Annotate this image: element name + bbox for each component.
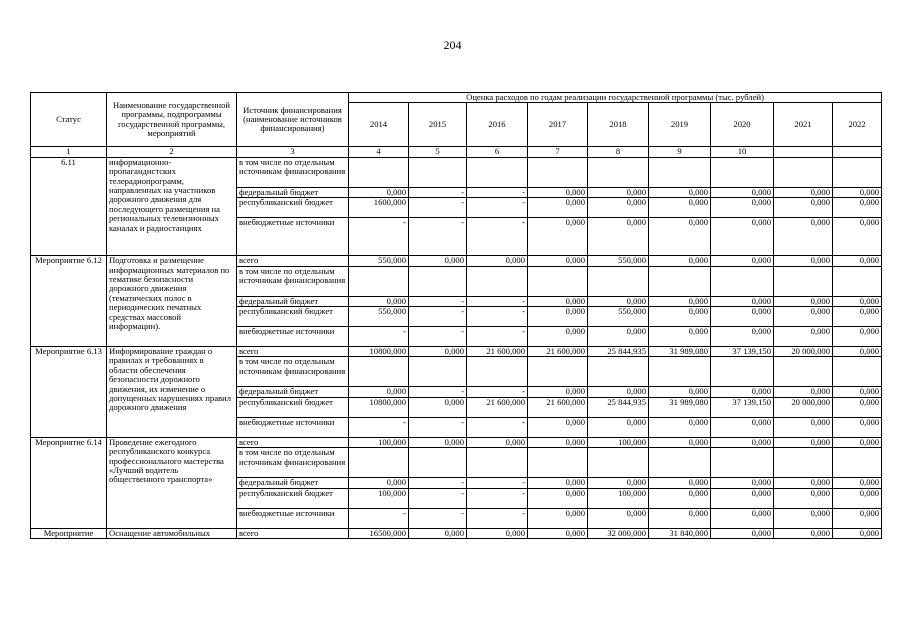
- value-cell: 0,000: [528, 307, 588, 327]
- status-cell: Мероприятие 6.14: [31, 437, 107, 528]
- value-cell: 0,000: [528, 437, 588, 447]
- value-cell: 21 600,000: [467, 397, 528, 417]
- column-number: 6: [467, 147, 528, 157]
- source-cell: в том числе по отдельным источникам финансирования: [237, 357, 349, 387]
- value-cell: 100,000: [349, 488, 409, 508]
- value-cell: 0,000: [467, 528, 528, 538]
- value-cell: 550,000: [349, 256, 409, 266]
- header-year: 2019: [649, 103, 711, 147]
- header-year: 2014: [349, 103, 409, 147]
- value-cell: 16500,000: [349, 528, 409, 538]
- value-cell: 0,000: [528, 508, 588, 528]
- value-cell: 0,000: [528, 187, 588, 197]
- value-cell: 0,000: [588, 508, 649, 528]
- value-cell: 0,000: [774, 296, 833, 306]
- header-year: 2022: [833, 103, 882, 147]
- value-cell: 0,000: [774, 198, 833, 218]
- value-cell: 0,000: [833, 256, 882, 266]
- value-cell: 550,000: [588, 307, 649, 327]
- value-cell: -: [467, 488, 528, 508]
- activity-name-cell: Информирование граждан о правилах и требованиях в области обеспечения безопасности дорожного движения, их изменение о допущенных нарушениях правил дорожного движения: [107, 347, 237, 438]
- value-cell: [588, 448, 649, 478]
- value-cell: [711, 448, 774, 478]
- value-cell: 0,000: [711, 508, 774, 528]
- value-cell: 0,000: [833, 187, 882, 197]
- value-cell: 0,000: [649, 296, 711, 306]
- value-cell: -: [409, 417, 467, 437]
- value-cell: [409, 448, 467, 478]
- value-cell: -: [467, 218, 528, 256]
- value-cell: [528, 157, 588, 187]
- value-cell: -: [467, 387, 528, 397]
- value-cell: 0,000: [833, 387, 882, 397]
- value-cell: 0,000: [528, 488, 588, 508]
- value-cell: 31 989,080: [649, 397, 711, 417]
- value-cell: [649, 157, 711, 187]
- value-cell: 0,000: [649, 478, 711, 488]
- status-cell: Мероприятие 6.13: [31, 347, 107, 438]
- value-cell: 0,000: [467, 256, 528, 266]
- header-name: Наименование государственной программы, подпрограммы государственной программы, мероприятий: [107, 93, 237, 147]
- source-cell: республиканский бюджет: [237, 488, 349, 508]
- value-cell: 0,000: [833, 488, 882, 508]
- source-cell: в том числе по отдельным источникам финансирования: [237, 448, 349, 478]
- value-cell: 0,000: [349, 296, 409, 306]
- value-cell: -: [467, 307, 528, 327]
- source-cell: республиканский бюджет: [237, 198, 349, 218]
- value-cell: 0,000: [588, 218, 649, 256]
- value-cell: -: [467, 327, 528, 347]
- value-cell: 0,000: [774, 218, 833, 256]
- value-cell: 0,000: [774, 307, 833, 327]
- value-cell: 0,000: [833, 307, 882, 327]
- column-number: 7: [528, 147, 588, 157]
- source-cell: федеральный бюджет: [237, 187, 349, 197]
- value-cell: 0,000: [711, 198, 774, 218]
- value-cell: 0,000: [588, 478, 649, 488]
- value-cell: 0,000: [833, 327, 882, 347]
- value-cell: 31 989,080: [649, 347, 711, 357]
- value-cell: -: [349, 417, 409, 437]
- value-cell: 0,000: [774, 437, 833, 447]
- value-cell: 550,000: [349, 307, 409, 327]
- value-cell: 0,000: [774, 508, 833, 528]
- value-cell: -: [467, 478, 528, 488]
- value-cell: [588, 357, 649, 387]
- value-cell: 0,000: [649, 437, 711, 447]
- value-cell: -: [409, 478, 467, 488]
- column-number: 4: [349, 147, 409, 157]
- value-cell: 0,000: [649, 198, 711, 218]
- source-cell: внебюджетные источники: [237, 327, 349, 347]
- value-cell: 0,000: [588, 327, 649, 347]
- value-cell: 0,000: [833, 417, 882, 437]
- value-cell: 0,000: [774, 327, 833, 347]
- value-cell: [467, 357, 528, 387]
- value-cell: 0,000: [711, 307, 774, 327]
- value-cell: 0,000: [711, 218, 774, 256]
- value-cell: 0,000: [649, 187, 711, 197]
- value-cell: -: [467, 296, 528, 306]
- value-cell: [528, 448, 588, 478]
- value-cell: 0,000: [409, 397, 467, 417]
- value-cell: [649, 448, 711, 478]
- budget-table: [30, 92, 882, 539]
- value-cell: 100,000: [588, 488, 649, 508]
- value-cell: 32 000,000: [588, 528, 649, 538]
- value-cell: 21 600,000: [467, 347, 528, 357]
- value-cell: [409, 357, 467, 387]
- value-cell: 0,000: [711, 256, 774, 266]
- value-cell: 25 844,935: [588, 397, 649, 417]
- value-cell: [528, 357, 588, 387]
- value-cell: -: [409, 307, 467, 327]
- value-cell: 0,000: [649, 307, 711, 327]
- value-cell: [649, 357, 711, 387]
- source-cell: внебюджетные источники: [237, 508, 349, 528]
- value-cell: [711, 266, 774, 296]
- value-cell: 0,000: [711, 478, 774, 488]
- activity-name-cell: Подготовка и размещение информационных материалов по тематике безопасности дорожного движения (тематических полос в периодических печатных средствах массовой информации).: [107, 256, 237, 347]
- source-cell: всего: [237, 528, 349, 538]
- value-cell: 550,000: [588, 256, 649, 266]
- value-cell: -: [349, 508, 409, 528]
- value-cell: [467, 266, 528, 296]
- value-cell: 0,000: [833, 528, 882, 538]
- source-cell: всего: [237, 347, 349, 357]
- value-cell: 10800,000: [349, 347, 409, 357]
- value-cell: 0,000: [774, 488, 833, 508]
- value-cell: 0,000: [711, 296, 774, 306]
- table-row: [31, 528, 882, 538]
- column-number: [774, 147, 833, 157]
- table-row: [31, 256, 882, 266]
- value-cell: 0,000: [528, 198, 588, 218]
- header-source: Источник финансирования (наименование источников финансирования): [237, 93, 349, 147]
- source-cell: внебюджетные источники: [237, 417, 349, 437]
- value-cell: 0,000: [711, 437, 774, 447]
- value-cell: 1600,000: [349, 198, 409, 218]
- value-cell: 0,000: [833, 478, 882, 488]
- value-cell: -: [467, 198, 528, 218]
- value-cell: [349, 357, 409, 387]
- header-year: 2016: [467, 103, 528, 147]
- column-number: 9: [649, 147, 711, 157]
- value-cell: -: [409, 508, 467, 528]
- value-cell: 37 139,150: [711, 397, 774, 417]
- value-cell: 0,000: [349, 478, 409, 488]
- value-cell: -: [467, 417, 528, 437]
- value-cell: 0,000: [528, 528, 588, 538]
- activity-name-cell: Оснащение автомобильных: [107, 528, 237, 538]
- value-cell: 0,000: [833, 198, 882, 218]
- value-cell: -: [349, 218, 409, 256]
- source-cell: всего: [237, 437, 349, 447]
- table-row: [31, 437, 882, 447]
- header-estimate: Оценка расходов по годам реализации государственной программы (тыс. рублей): [349, 93, 882, 103]
- value-cell: 0,000: [649, 218, 711, 256]
- value-cell: [649, 266, 711, 296]
- value-cell: 0,000: [588, 187, 649, 197]
- value-cell: [528, 266, 588, 296]
- status-cell: Мероприятие 6.12: [31, 256, 107, 347]
- page-number: 204: [443, 38, 462, 52]
- value-cell: 0,000: [774, 256, 833, 266]
- source-cell: республиканский бюджет: [237, 397, 349, 417]
- source-cell: всего: [237, 256, 349, 266]
- value-cell: 0,000: [349, 187, 409, 197]
- value-cell: 0,000: [774, 528, 833, 538]
- value-cell: 0,000: [528, 296, 588, 306]
- value-cell: 0,000: [833, 218, 882, 256]
- value-cell: -: [409, 387, 467, 397]
- table-row: [31, 347, 882, 357]
- value-cell: -: [409, 187, 467, 197]
- header-year: 2018: [588, 103, 649, 147]
- value-cell: 10800,000: [349, 397, 409, 417]
- value-cell: 0,000: [467, 437, 528, 447]
- status-cell: 6.11: [31, 157, 107, 255]
- value-cell: [588, 157, 649, 187]
- value-cell: 0,000: [349, 387, 409, 397]
- value-cell: 0,000: [711, 327, 774, 347]
- source-cell: федеральный бюджет: [237, 478, 349, 488]
- value-cell: [467, 448, 528, 478]
- header-year: 2020: [711, 103, 774, 147]
- value-cell: [774, 266, 833, 296]
- value-cell: [833, 266, 882, 296]
- value-cell: [774, 357, 833, 387]
- value-cell: 100,000: [588, 437, 649, 447]
- value-cell: 21 600,000: [528, 347, 588, 357]
- value-cell: 0,000: [711, 417, 774, 437]
- column-number: 10: [711, 147, 774, 157]
- value-cell: -: [409, 296, 467, 306]
- value-cell: 0,000: [528, 417, 588, 437]
- source-cell: внебюджетные источники: [237, 218, 349, 256]
- value-cell: 0,000: [711, 387, 774, 397]
- value-cell: 0,000: [833, 347, 882, 357]
- activity-name-cell: Проведение ежегодного республиканского конкурса профессионального мастерства «Лучший водитель общественного транспорта»: [107, 437, 237, 528]
- column-number: 5: [409, 147, 467, 157]
- value-cell: [349, 266, 409, 296]
- value-cell: 0,000: [649, 327, 711, 347]
- value-cell: -: [409, 198, 467, 218]
- source-cell: республиканский бюджет: [237, 307, 349, 327]
- value-cell: 0,000: [833, 437, 882, 447]
- status-cell: Мероприятие: [31, 528, 107, 538]
- value-cell: 0,000: [774, 417, 833, 437]
- source-cell: в том числе по отдельным источникам финансирования: [237, 157, 349, 187]
- value-cell: [711, 357, 774, 387]
- value-cell: [349, 448, 409, 478]
- value-cell: [349, 157, 409, 187]
- source-cell: в том числе по отдельным источникам финансирования: [237, 266, 349, 296]
- value-cell: -: [409, 218, 467, 256]
- value-cell: 0,000: [649, 387, 711, 397]
- value-cell: 0,000: [588, 198, 649, 218]
- value-cell: 0,000: [649, 488, 711, 508]
- value-cell: 100,000: [349, 437, 409, 447]
- value-cell: 0,000: [588, 387, 649, 397]
- value-cell: [711, 157, 774, 187]
- value-cell: -: [409, 488, 467, 508]
- value-cell: 0,000: [833, 296, 882, 306]
- column-number: 1: [31, 147, 107, 157]
- value-cell: 0,000: [833, 508, 882, 528]
- source-cell: федеральный бюджет: [237, 387, 349, 397]
- header-year: 2017: [528, 103, 588, 147]
- source-cell: федеральный бюджет: [237, 296, 349, 306]
- value-cell: 0,000: [649, 508, 711, 528]
- value-cell: 0,000: [711, 488, 774, 508]
- value-cell: 0,000: [774, 387, 833, 397]
- value-cell: 0,000: [528, 218, 588, 256]
- header-status: Статус: [31, 93, 107, 147]
- value-cell: 20 000,000: [774, 397, 833, 417]
- value-cell: 0,000: [588, 296, 649, 306]
- column-number: 2: [107, 147, 237, 157]
- activity-name-cell: информационно-пропагандистских телерадиопрограмм, направленных на участников дорожного движения для последующего размещения на региональных телевизионных каналах и радиостанциях: [107, 157, 237, 255]
- value-cell: 0,000: [528, 256, 588, 266]
- value-cell: [467, 157, 528, 187]
- value-cell: 21 600,000: [528, 397, 588, 417]
- value-cell: [409, 157, 467, 187]
- value-cell: [833, 157, 882, 187]
- value-cell: 0,000: [528, 327, 588, 347]
- value-cell: -: [349, 327, 409, 347]
- value-cell: [833, 448, 882, 478]
- value-cell: 0,000: [833, 397, 882, 417]
- value-cell: -: [467, 508, 528, 528]
- column-number: [833, 147, 882, 157]
- column-number: 3: [237, 147, 349, 157]
- value-cell: [774, 448, 833, 478]
- value-cell: [833, 357, 882, 387]
- value-cell: 0,000: [409, 347, 467, 357]
- value-cell: 0,000: [528, 478, 588, 488]
- value-cell: 0,000: [409, 256, 467, 266]
- value-cell: 0,000: [774, 187, 833, 197]
- header-year: 2015: [409, 103, 467, 147]
- header-year: 2021: [774, 103, 833, 147]
- value-cell: 0,000: [711, 187, 774, 197]
- value-cell: [409, 266, 467, 296]
- value-cell: 31 840,000: [649, 528, 711, 538]
- value-cell: -: [409, 327, 467, 347]
- value-cell: 20 000,000: [774, 347, 833, 357]
- value-cell: 0,000: [774, 478, 833, 488]
- value-cell: 0,000: [649, 417, 711, 437]
- value-cell: -: [467, 187, 528, 197]
- value-cell: [588, 266, 649, 296]
- value-cell: 0,000: [528, 387, 588, 397]
- column-number: 8: [588, 147, 649, 157]
- value-cell: 0,000: [588, 417, 649, 437]
- value-cell: 0,000: [649, 256, 711, 266]
- value-cell: 37 139,150: [711, 347, 774, 357]
- value-cell: 0,000: [711, 528, 774, 538]
- value-cell: [774, 157, 833, 187]
- value-cell: 0,000: [409, 528, 467, 538]
- value-cell: 0,000: [409, 437, 467, 447]
- value-cell: 25 844,935: [588, 347, 649, 357]
- table-row: [31, 157, 882, 187]
